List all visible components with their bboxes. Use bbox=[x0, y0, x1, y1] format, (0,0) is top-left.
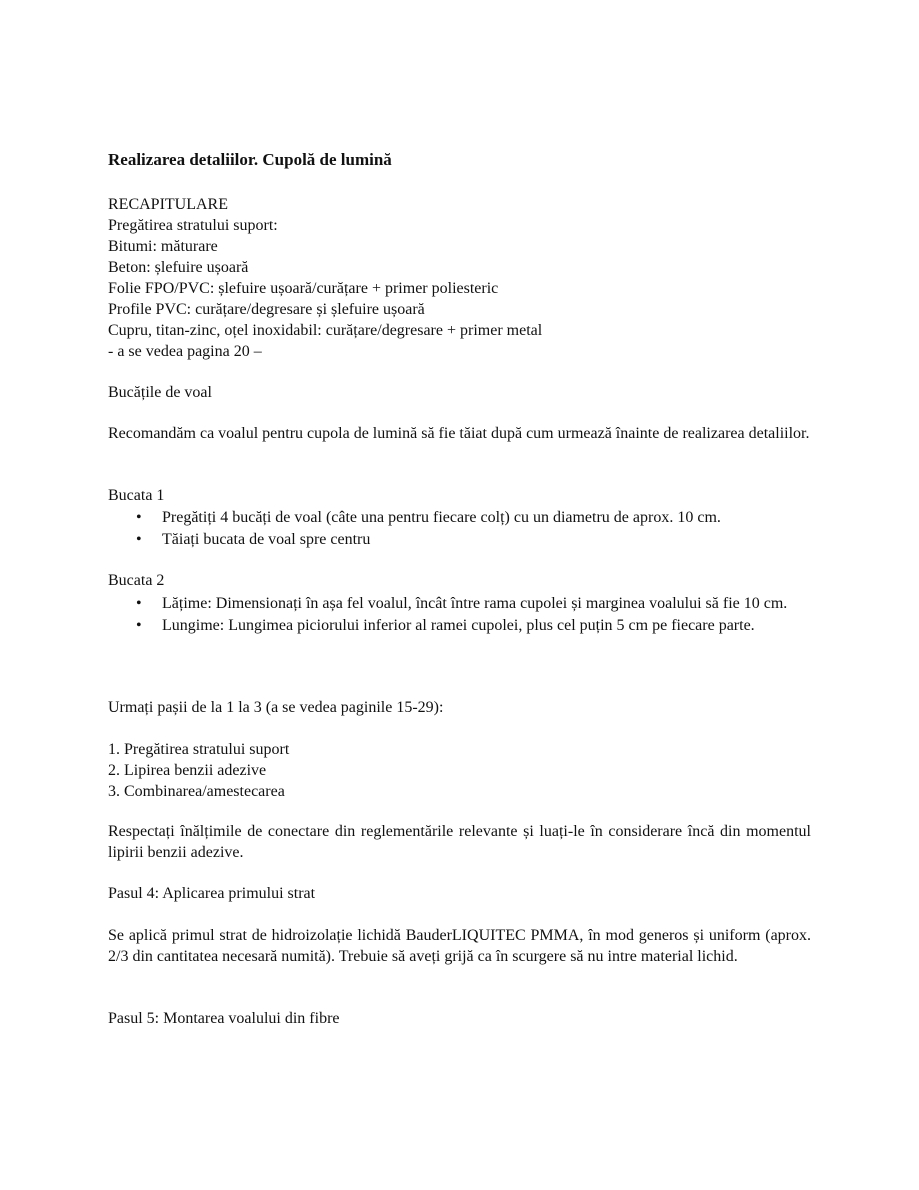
list-item bbox=[108, 615, 811, 636]
list-item-text: Lățime: Dimensionați în așa fel voalul, încât între rama cupolei și marginea voalului să fie 10 cm. bbox=[162, 595, 788, 612]
pieces-heading: Bucățile de voal bbox=[108, 384, 212, 401]
list-item-text: Lungime: Lungimea piciorului inferior al ramei cupolei, plus cel puțin 5 cm pe fiecare parte. bbox=[162, 617, 755, 634]
respect-paragraph: Respectați înălțimile de conectare din reglementările relevante și luați-le în considerare încă din momentul lipirii benzii adezive. bbox=[108, 823, 811, 861]
recap-heading: RECAPITULARE bbox=[108, 196, 228, 213]
recap-line: Folie FPO/PVC: șlefuire ușoară/curățare + primer poliesteric bbox=[108, 280, 499, 297]
recap-line: Beton: șlefuire ușoară bbox=[108, 259, 249, 276]
recap-line: - a se vedea pagina 20 – bbox=[108, 343, 262, 360]
steps-list bbox=[108, 739, 811, 802]
step-item: 1. Pregătirea stratului suport bbox=[108, 741, 290, 758]
step5-heading: Pasul 5: Montarea voalului din fibre bbox=[108, 1010, 340, 1027]
list-item bbox=[108, 529, 811, 550]
piece2-label: Bucata 2 bbox=[108, 572, 165, 589]
step4-paragraph: Se aplică primul strat de hidroizolație lichidă BauderLIQUITEC PMMA, în mod generos și uniform (aprox. 2/3 din cantitatea necesară numită). Trebuie să aveți grijă ca în scurgere să nu intre material lichid. bbox=[108, 927, 811, 965]
piece1-label: Bucata 1 bbox=[108, 487, 165, 504]
page-title: Realizarea detaliilor. Cupolă de lumină bbox=[108, 150, 392, 169]
bullet-icon: • bbox=[136, 509, 142, 526]
recap-section bbox=[108, 194, 811, 362]
piece1-list bbox=[108, 507, 811, 551]
piece2-list bbox=[108, 593, 811, 637]
bullet-icon: • bbox=[136, 531, 142, 548]
recap-line: Pregătirea stratului suport: bbox=[108, 217, 278, 234]
step-item: 3. Combinarea/amestecarea bbox=[108, 783, 285, 800]
bullet-icon: • bbox=[136, 595, 142, 612]
steps-intro: Urmați pașii de la 1 la 3 (a se vedea paginile 15-29): bbox=[108, 699, 444, 716]
list-item bbox=[108, 593, 811, 614]
recap-line: Bitumi: măturare bbox=[108, 238, 218, 255]
recommend-paragraph: Recomandăm ca voalul pentru cupola de lumină să fie tăiat după cum urmează înainte de realizarea detaliilor. bbox=[108, 425, 810, 442]
list-item-text: Pregătiți 4 bucăți de voal (câte una pentru fiecare colț) cu un diametru de aprox. 10 cm. bbox=[162, 509, 721, 526]
bullet-icon: • bbox=[136, 617, 142, 634]
list-item-text: Tăiați bucata de voal spre centru bbox=[162, 531, 371, 548]
step4-heading: Pasul 4: Aplicarea primului strat bbox=[108, 885, 316, 902]
step-item: 2. Lipirea benzii adezive bbox=[108, 762, 267, 779]
list-item bbox=[108, 507, 811, 528]
recap-line: Cupru, titan-zinc, oțel inoxidabil: curățare/degresare + primer metal bbox=[108, 322, 543, 339]
recap-line: Profile PVC: curățare/degresare și șlefuire ușoară bbox=[108, 301, 425, 318]
